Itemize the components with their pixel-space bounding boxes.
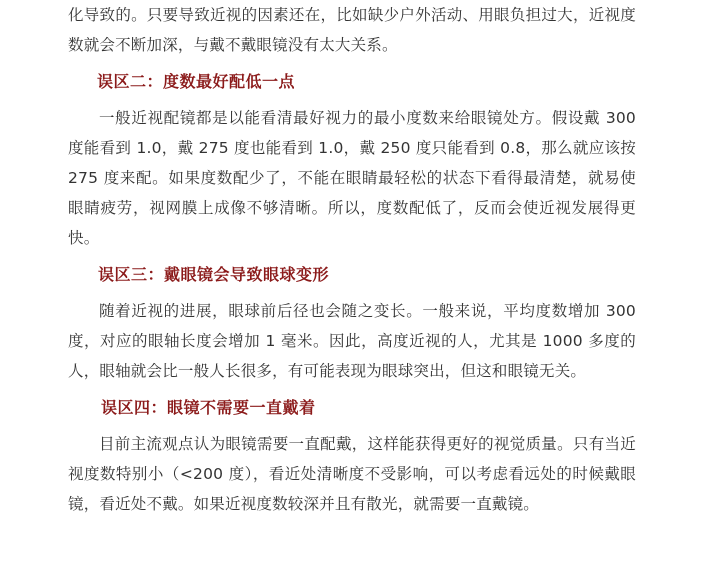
paragraph-myth-3: 随着近视的进展，眼球前后径也会随之变长。一般来说，平均度数增加 300 度，对应的眼轴长度会增加 1 毫米。因此，高度近视的人，尤其是 1000 多度的人，眼轴就会比一般人长很多，有可能表现为眼球突出，但这和眼镜无关。 bbox=[68, 302, 636, 380]
heading-myth-2: 误区二：度数最好配低一点 bbox=[97, 72, 296, 91]
paragraph-intro-continued: 化导致的。只要导致近视的因素还在，比如缺少户外活动、用眼负担过大，近视度数就会不断加深，与戴不戴眼镜没有太大关系。 bbox=[68, 6, 636, 54]
paragraph-myth-4: 目前主流观点认为眼镜需要一直配戴，这样能获得更好的视觉质量。只有当近视度数特别小（<200 度），看近处清晰度不受影响，可以考虑看远处的时候戴眼镜，看近处不戴。如果近视度数较深并且有散光，就需要一直戴镜。 bbox=[68, 435, 636, 513]
heading-myth-3: 误区三：戴眼镜会导致眼球变形 bbox=[98, 265, 330, 284]
article-body bbox=[68, 0, 636, 519]
heading-myth-4: 误区四：眼镜不需要一直戴着 bbox=[101, 398, 316, 417]
paragraph-myth-2: 一般近视配镜都是以能看清最好视力的最小度数来给眼镜处方。假设戴 300 度能看到 1.0，戴 275 度也能看到 1.0，戴 250 度只能看到 0.8，那么就应该按 275 度来配。如果度数配少了，不能在眼睛最轻松的状态下看得最清楚，就易使眼睛疲劳，视网膜上成像不够清晰。所以，度数配低了，反而会使近视发展得更快。 bbox=[68, 109, 636, 247]
